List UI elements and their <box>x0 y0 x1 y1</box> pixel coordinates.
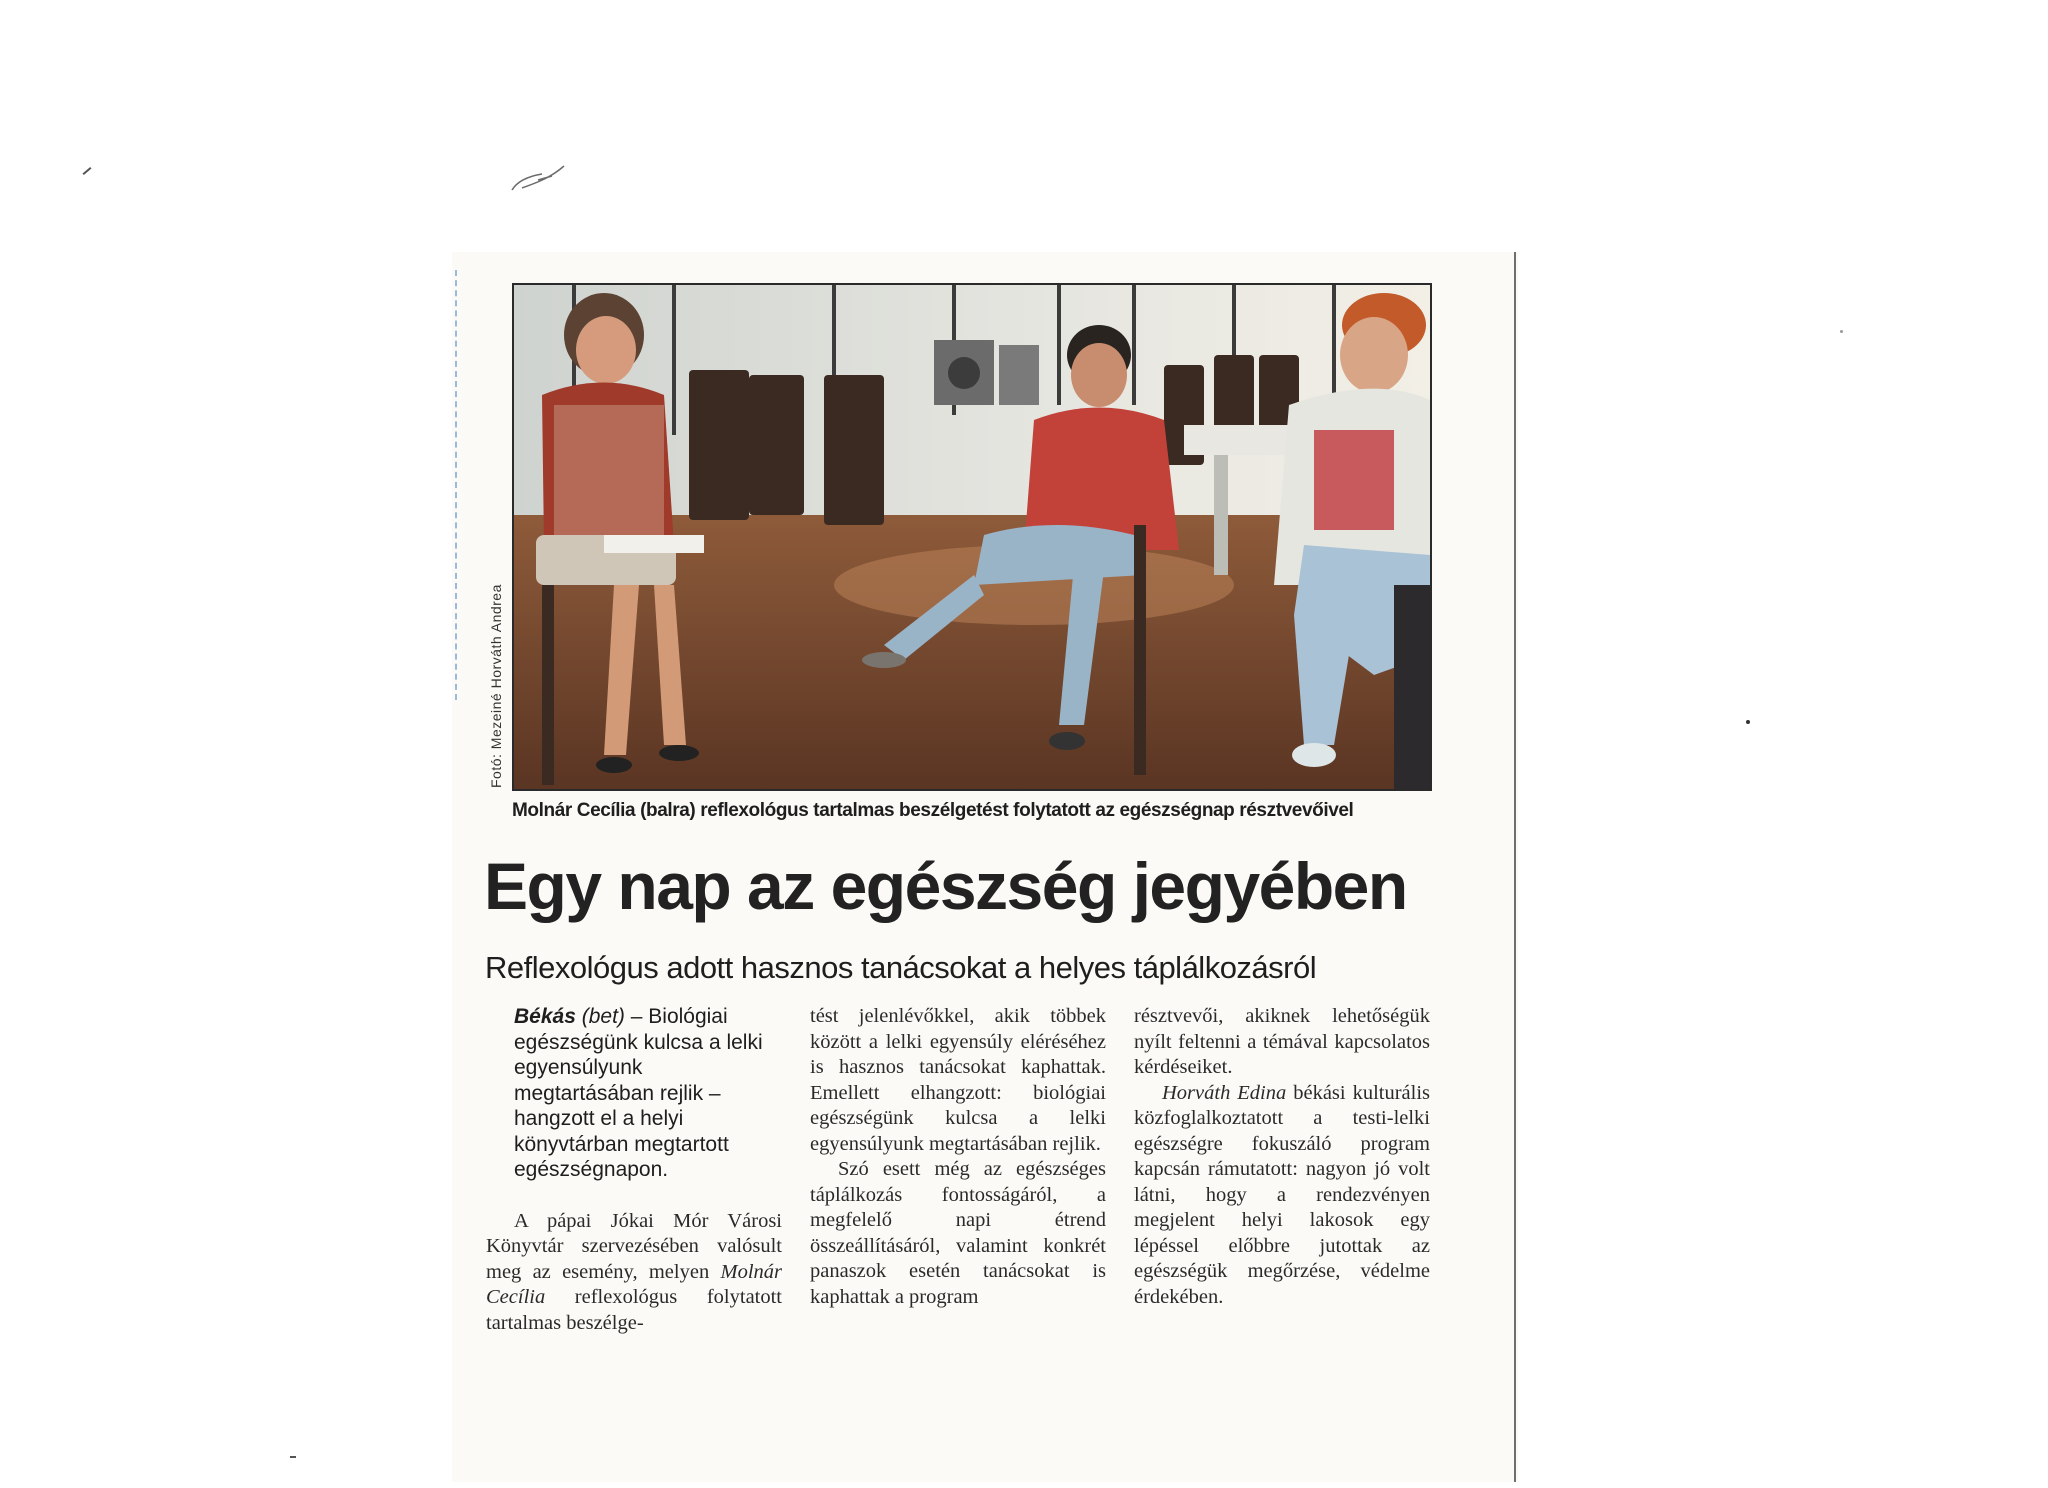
body-paragraph <box>1134 1081 1430 1311</box>
body-paragraph <box>486 1209 782 1337</box>
person-name: Horváth Edina <box>1162 1081 1287 1104</box>
scan-mark <box>290 1456 296 1458</box>
subheadline: Reflexológus adott hasznos tanácsokat a helyes táplálkozásról <box>485 950 1317 985</box>
clipping-edge-marks <box>455 270 459 700</box>
pen-scribble-icon <box>508 158 572 198</box>
lead-text: – Biológiai egészségünk kulcsa a lelki egyensúlyunk megtartásában rejlik – hangzott el a helyi könyvtárban megtartott egészségnapon. <box>514 1005 763 1181</box>
photo-scene <box>514 285 1430 789</box>
person-name: Molnár Cecília <box>486 1260 782 1308</box>
body-text: reflexológus folytatott tartalmas beszélge- <box>486 1286 782 1334</box>
scan-mark <box>1746 720 1750 724</box>
photo-caption: Molnár Cecília (balra) reflexológus tartalmas beszélgetést folytatott az egészségnap résztvevőivel <box>512 800 1354 821</box>
lead-paragraph <box>486 1004 782 1183</box>
author-code: (bet) <box>581 1005 625 1028</box>
article-photo <box>512 283 1432 791</box>
article-column-3 <box>1134 1004 1430 1310</box>
body-paragraph: tést jelenlévőkkel, akik többek között a lelki egyensúly eléréséhez is hasznos tanácsokat kaphattak. Emellett elhangzott: biológiai egészségünk kulcsa a lelki egyensúlyunk megtartásában rejlik. <box>810 1005 1106 1155</box>
headline: Egy nap az egészség jegyében <box>484 849 1407 923</box>
article-column-1 <box>486 1004 782 1336</box>
clipping-edge <box>1514 252 1516 1482</box>
photo-credit: Fotó: Mezeiné Horváth Andrea <box>488 584 504 788</box>
body-text: békási kulturális közfoglalkoztatott a testi-lelki egészségre fokuszáló program kapcsán rámutatott: nagyon jó volt látni, hogy a rendezvényen megjelent helyi lakosok egy lépéssel előbbre jutottak az egészségük megőrzése, védelme érdekében. <box>1134 1081 1430 1308</box>
body-paragraph: résztvevői, akiknek lehetőségük nyílt feltenni a témával kapcsolatos kérdéseiket. <box>1134 1005 1430 1078</box>
scan-mark <box>83 167 92 175</box>
dateline-place: Békás <box>514 1005 576 1028</box>
body-text: A pápai Jókai Mór Városi Könyvtár szervezésében valósult meg az esemény, melyen <box>486 1209 782 1283</box>
body-paragraph: Szó esett még az egészséges táplálkozás fontosságáról, a megfelelő napi étrend összeállításáról, valamint konkrét panaszok esetén tanácsokat is kaphattak a program <box>810 1158 1106 1308</box>
article-column-2 <box>810 1004 1106 1310</box>
scan-mark <box>1840 330 1843 333</box>
